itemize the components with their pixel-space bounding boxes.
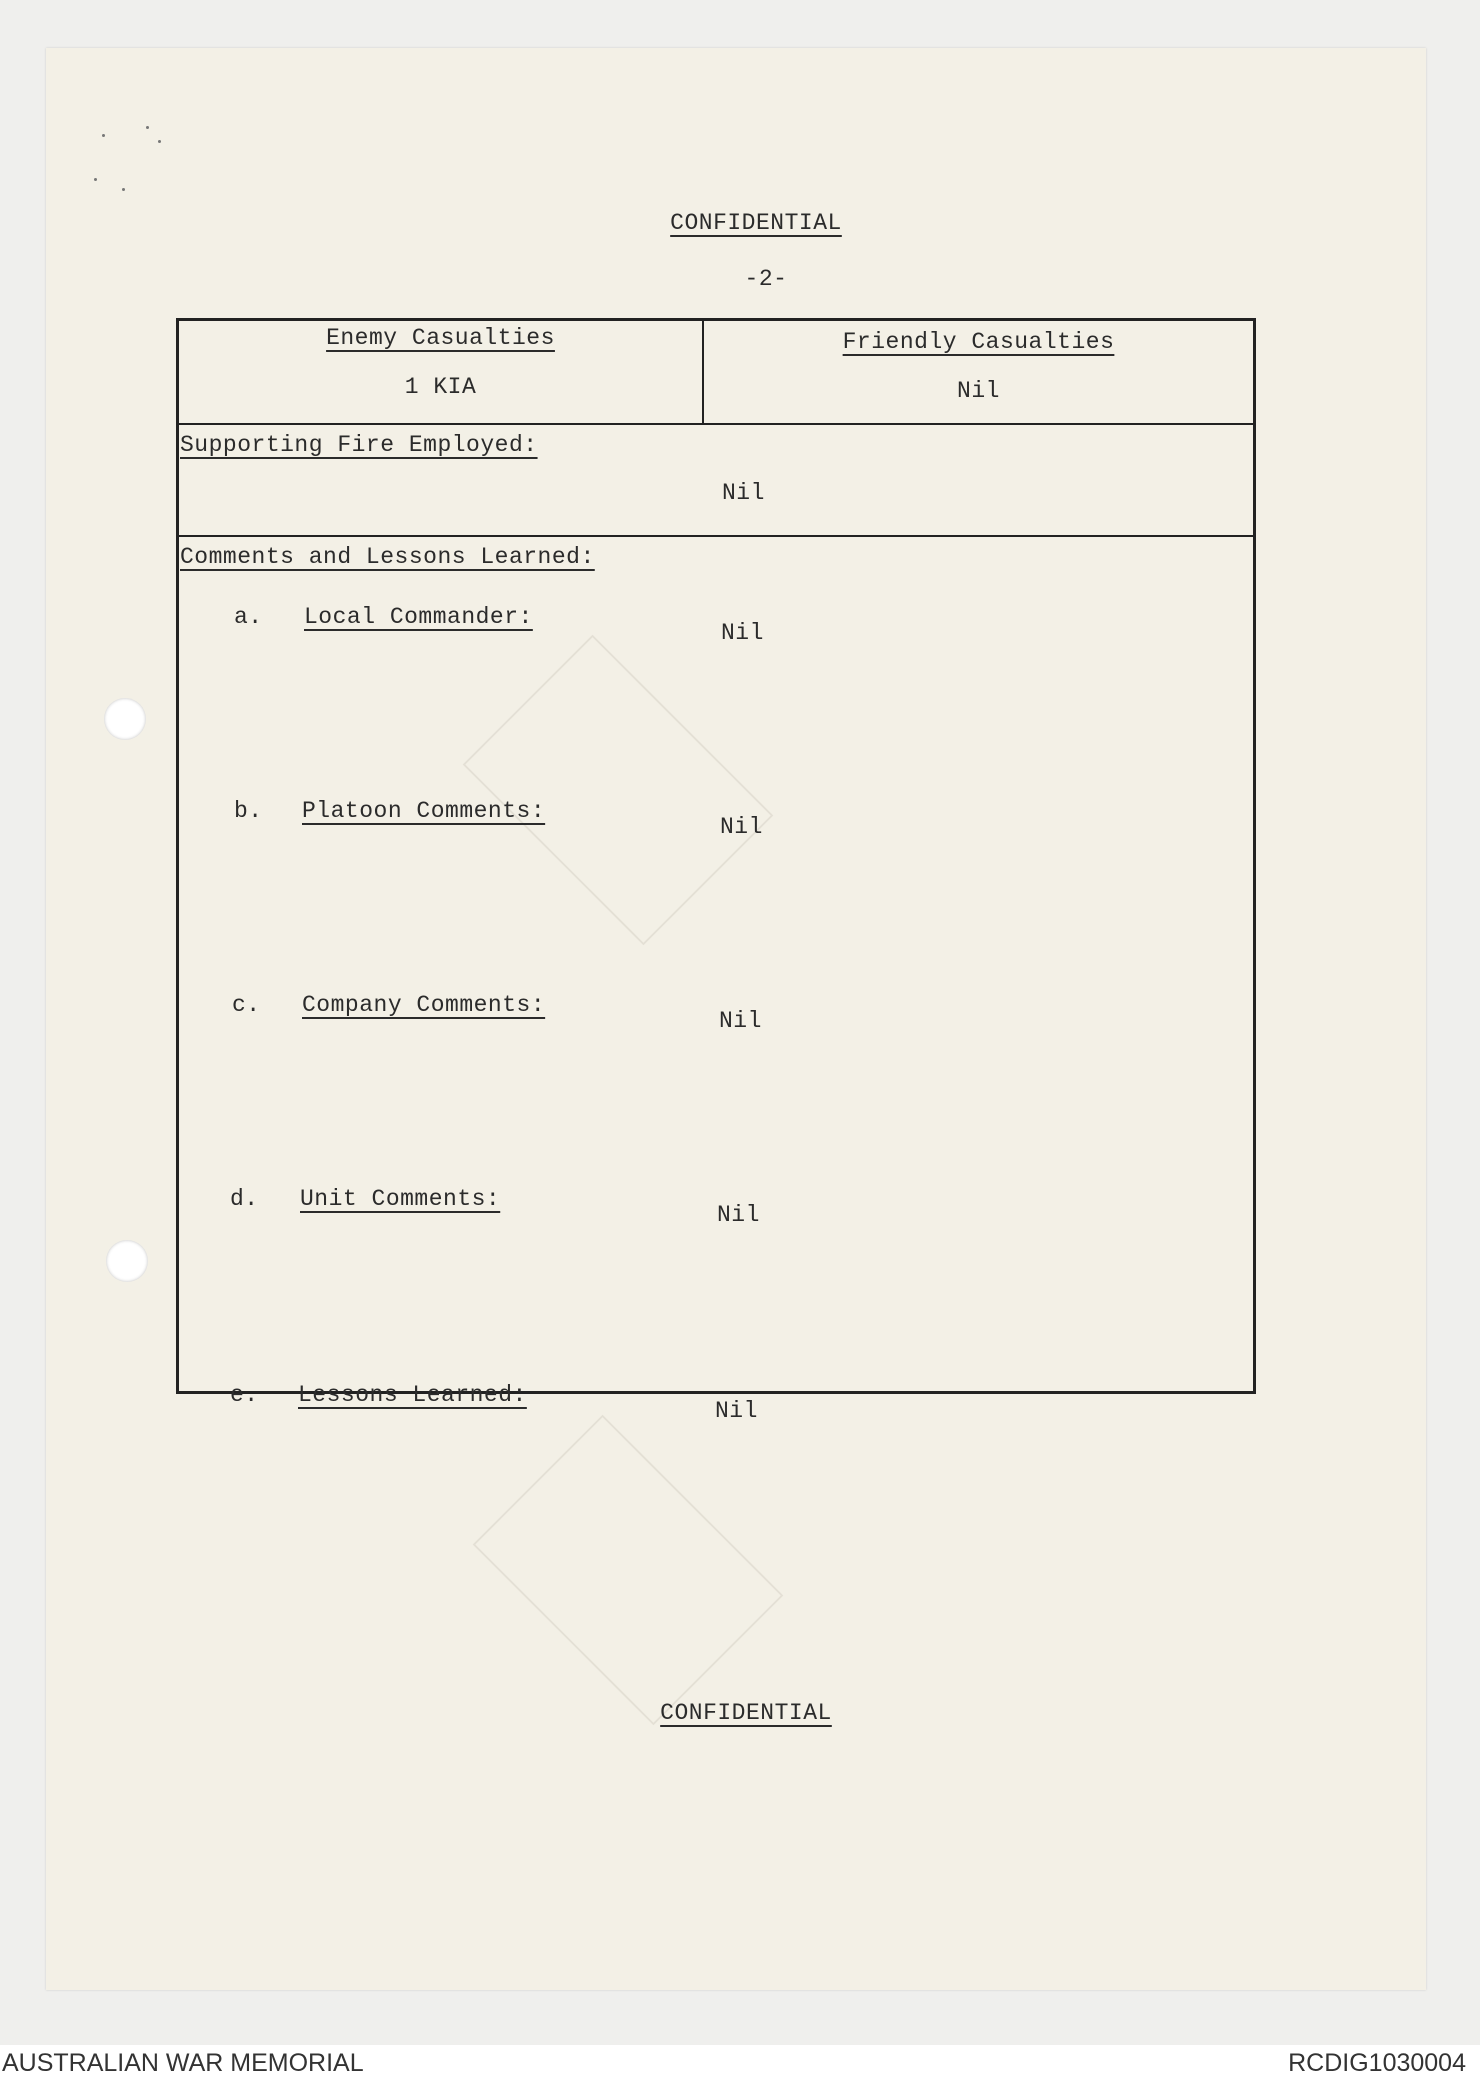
comment-item-label: Unit Comments: <box>300 1186 501 1212</box>
comments-section-label: Comments and Lessons Learned: <box>180 544 595 570</box>
paper-speck <box>146 126 149 129</box>
row-divider-1 <box>176 423 1256 425</box>
punch-hole <box>104 698 146 740</box>
enemy-casualties-label: Enemy Casualties <box>326 325 555 351</box>
comment-item-label: Local Commander: <box>304 604 533 630</box>
enemy-casualties-value: 1 KIA <box>404 374 477 400</box>
comment-item-label: Company Comments: <box>302 992 546 1018</box>
supporting-fire-value: Nil <box>722 480 765 506</box>
table-left-border <box>176 318 179 1394</box>
friendly-casualties-value: Nil <box>957 378 1000 404</box>
paper-speck <box>122 188 125 191</box>
document-page <box>46 48 1426 1990</box>
embossed-seal <box>473 1415 784 1726</box>
header-classification: CONFIDENTIAL <box>670 210 842 236</box>
comment-item-value: Nil <box>719 1008 762 1034</box>
paper-speck <box>158 140 161 143</box>
comment-item-letter: c. <box>232 992 261 1018</box>
embossed-seal <box>463 635 774 946</box>
comment-item-letter: a. <box>234 604 263 630</box>
comment-item-label: Platoon Comments: <box>302 798 546 824</box>
archive-reference: RCDIG1030004 <box>1288 2049 1466 2077</box>
comment-item-letter: b. <box>234 798 263 824</box>
paper-speck <box>94 178 97 181</box>
comment-item-value: Nil <box>721 620 764 646</box>
comment-item-label: Lessons Learned: <box>298 1382 527 1408</box>
footer-classification: CONFIDENTIAL <box>660 1700 832 1726</box>
row-divider-2 <box>176 535 1256 537</box>
comment-item-value: Nil <box>720 814 763 840</box>
comment-item-value: Nil <box>717 1202 760 1228</box>
page-number: -2- <box>744 266 788 292</box>
comment-item-letter: d. <box>230 1186 259 1212</box>
table-top-border <box>176 318 1256 321</box>
table-right-border <box>1253 318 1256 1394</box>
paper-speck <box>102 134 105 137</box>
archive-institution: AUSTRALIAN WAR MEMORIAL <box>2 2049 364 2077</box>
punch-hole <box>106 1240 148 1282</box>
archive-footer-bar <box>0 2045 1480 2082</box>
supporting-fire-label: Supporting Fire Employed: <box>180 432 538 458</box>
friendly-casualties-label: Friendly Casualties <box>842 329 1115 355</box>
comment-item-value: Nil <box>715 1398 758 1424</box>
comment-item-letter: e. <box>230 1382 259 1408</box>
